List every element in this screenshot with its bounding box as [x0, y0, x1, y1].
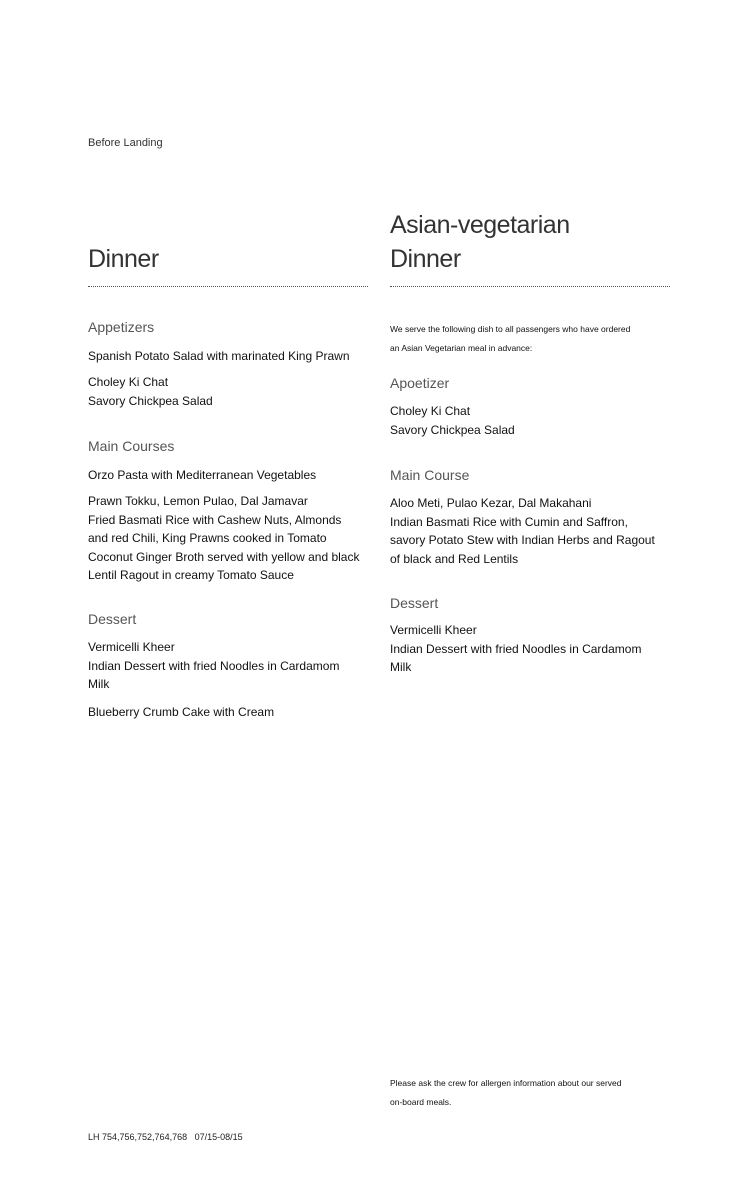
appetizer-heading: Apoetizer	[390, 375, 450, 391]
menu-item: Orzo Pasta with Mediterranean Vegetables	[88, 468, 317, 482]
appetizers-heading: Appetizers	[88, 319, 155, 335]
menu-item: Choley Ki Chat Savory Chickpea Salad	[390, 404, 515, 437]
section-label: Before Landing	[88, 137, 163, 149]
main-course-heading: Main Course	[390, 467, 470, 483]
dinner-title: Dinner	[88, 245, 159, 273]
dinner-title: Dinner	[390, 245, 461, 273]
menu-item: Aloo Meti, Pulao Kezar, Dal Makahani Indian Basmati Rice with Cumin and Saffron, savory Potato Stew with Indian Herbs and Ragout of black and Red Lentils	[390, 496, 655, 566]
menu-item: Choley Ki Chat Savory Chickpea Salad	[88, 375, 213, 408]
divider	[88, 286, 368, 287]
menu-item: Prawn Tokku, Lemon Pulao, Dal Jamavar Fried Basmati Rice with Cashew Nuts, Almonds and red Chili, King Prawns cooked in Tomato Coconut Ginger Broth served with yellow and black Lentil Ragout in creamy Tomato Sauce	[88, 494, 360, 582]
divider	[390, 286, 670, 287]
asian-vegetarian-title: Asian-vegetarian	[390, 211, 570, 239]
menu-item: Blueberry Crumb Cake with Cream	[88, 705, 275, 719]
flight-info: LH 754,756,752,764,768 07/15-08/15	[88, 1132, 243, 1142]
menu-item: Spanish Potato Salad with marinated King Prawn	[88, 349, 350, 363]
menu-item: Vermicelli Kheer Indian Dessert with fried Noodles in Cardamom Milk	[390, 623, 642, 674]
menu-item: Vermicelli Kheer Indian Dessert with fried Noodles in Cardamom Milk	[88, 640, 340, 691]
dessert-heading: Dessert	[390, 595, 439, 611]
main-courses-heading: Main Courses	[88, 438, 175, 454]
dessert-heading: Dessert	[88, 611, 137, 627]
intro-note: We serve the following dish to all passengers who have ordered an Asian Vegetarian meal in advance:	[390, 324, 631, 353]
allergen-note: Please ask the crew for allergen information about our served on-board meals.	[390, 1078, 622, 1107]
